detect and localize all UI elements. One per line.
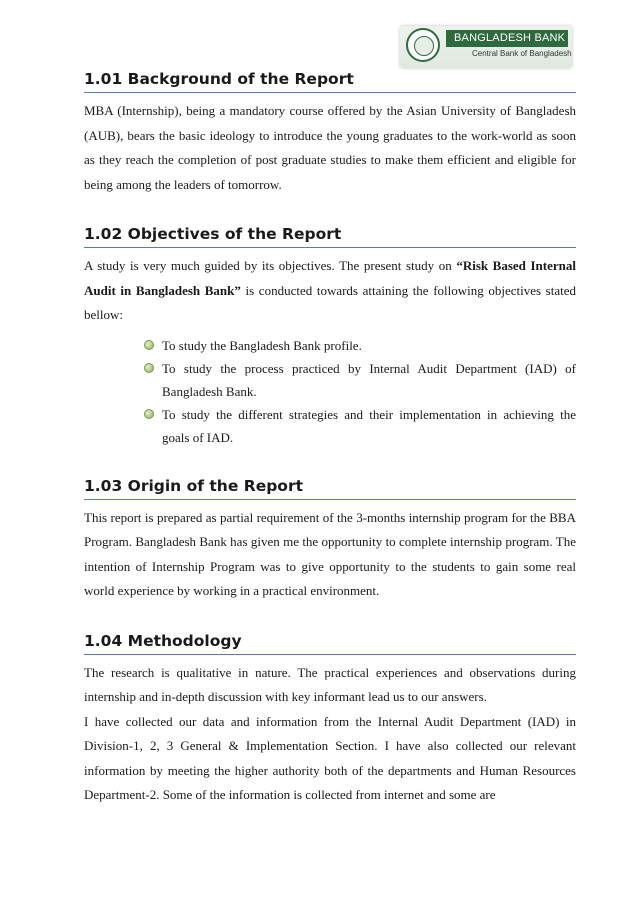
bank-subtitle: Central Bank of Bangladesh: [472, 49, 572, 58]
bank-seal-icon: [406, 28, 440, 62]
section-paragraph: This report is prepared as partial requirement of the 3-months internship program for the BBA Program. Bangladesh Bank has given me the opportunity to complete internship program. The intention of Internship Program was to give opportunity to the students to gain some real world experience by working in a practical environment.: [84, 509, 576, 598]
paragraph-text: is conducted towards attaining the following objectives stated bellow:: [84, 282, 576, 322]
section-heading: 1.01 Background of the Report: [84, 70, 576, 93]
list-item: [144, 357, 576, 403]
section-background: [84, 70, 576, 197]
document-body: [84, 62, 576, 808]
bullet-icon: [144, 340, 154, 350]
section-heading: 1.03 Origin of the Report: [84, 477, 576, 500]
section-origin: [84, 477, 576, 604]
paragraph-text: A study is very much guided by its objectives. The present study on: [84, 258, 457, 273]
objectives-list: [84, 334, 576, 449]
list-item: [144, 403, 576, 449]
bank-name: BANGLADESH BANK: [446, 30, 568, 47]
section-paragraph: MBA (Internship), being a mandatory course offered by the Asian University of Bangladesh (AUB), bears the basic ideology to introduce the young graduates to the work-world as soon as they reach the completion of post graduate studies to make them efficient and eligible for being among the leaders of tomorrow.: [84, 103, 576, 192]
section-heading: 1.04 Methodology: [84, 632, 576, 655]
section-methodology: [84, 632, 576, 808]
section-paragraph: [84, 254, 576, 328]
list-item-text: To study the process practiced by Internal Audit Department (IAD) of Bangladesh Bank.: [162, 360, 576, 399]
bullet-icon: [144, 363, 154, 373]
section-objectives: [84, 225, 576, 449]
section-paragraph: I have collected our data and information from the Internal Audit Department (IAD) in Division-1, 2, 3 General & Implementation Section. I have also collected our relevant information by meeting the higher authority both of the departments and Human Resources Department-2. Some of the information is collected from internet and some are: [84, 713, 576, 802]
section-paragraph: The research is qualitative in nature. The practical experiences and observations during internship and in-depth discussion with key informant lead us to our answers.: [84, 664, 576, 704]
section-heading: 1.02 Objectives of the Report: [84, 225, 576, 248]
list-item-text: To study the Bangladesh Bank profile.: [162, 337, 362, 353]
list-item: [144, 334, 576, 357]
study-title: “Risk Based Internal Audit in Bangladesh Bank”: [84, 258, 576, 298]
list-item-text: To study the different strategies and their implementation in achieving the goals of IAD.: [162, 406, 576, 445]
bullet-icon: [144, 409, 154, 419]
